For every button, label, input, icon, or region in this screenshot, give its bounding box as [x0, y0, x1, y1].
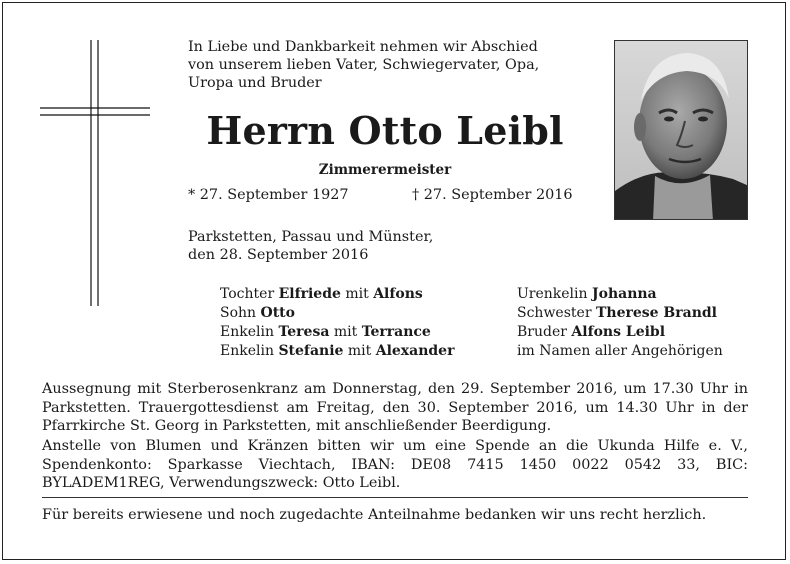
family-entry: Bruder Alfons Leibl [517, 324, 666, 340]
family-entry: Enkelin Stefanie mit Alexander [220, 343, 455, 359]
portrait-image [615, 41, 748, 220]
intro-line: von unserem lieben Vater, Schwiegervater, Opa, [188, 57, 540, 73]
deceased-name: Herrn Otto Leibl [206, 108, 564, 153]
family-list-right [517, 285, 723, 361]
divider [42, 497, 748, 498]
place-line: Parkstetten, Passau und Münster, [188, 229, 434, 245]
family-entry: Enkelin Teresa mit Terrance [220, 324, 431, 340]
thanks-line: Für bereits erwiesene und noch zugedachte Anteilnahme bedanken wir uns recht herzlich. [42, 507, 707, 523]
intro-line: In Liebe und Dankbarkeit nehmen wir Abschied [188, 39, 538, 55]
family-entry: Sohn Otto [220, 305, 295, 321]
intro-line: Uropa und Bruder [188, 75, 322, 91]
donation-request: Anstelle von Blumen und Kränzen bitten wir um eine Spende an die Ukunda Hilfe e. V., Spendenkonto: Sparkasse Viechtach, IBAN: DE08 7415 1450 0022 0542 33, BIC: BYLADEM1REG, Verwendungszweck: Otto Leibl. [42, 438, 748, 491]
family-entry: Urenkelin Johanna [517, 286, 657, 302]
occupation: Zimmerermeister [318, 162, 452, 178]
family-entry: Tochter Elfriede mit Alfons [220, 286, 423, 302]
family-list-left [220, 285, 454, 361]
place-and-date [188, 228, 588, 264]
family-entry: im Namen aller Angehörigen [517, 343, 723, 359]
funeral-details: Aussegnung mit Sterberosenkranz am Donnerstag, den 29. September 2016, um 17.30 Uhr in Parkstetten. Trauergottesdienst am Freitag, den 30. September 2016, um 14.30 Uhr in der Pfarrkirche St. Georg in Parkstetten, mit anschließender Beerdigung. [42, 381, 748, 434]
birth-date: * 27. September 1927 [188, 187, 349, 203]
cross-icon [40, 40, 150, 306]
portrait-photo [614, 40, 748, 220]
intro-text [188, 38, 588, 92]
date-line: den 28. September 2016 [188, 247, 369, 263]
family-entry: Schwester Therese Brandl [517, 305, 717, 321]
death-date: † 27. September 2016 [412, 187, 573, 203]
